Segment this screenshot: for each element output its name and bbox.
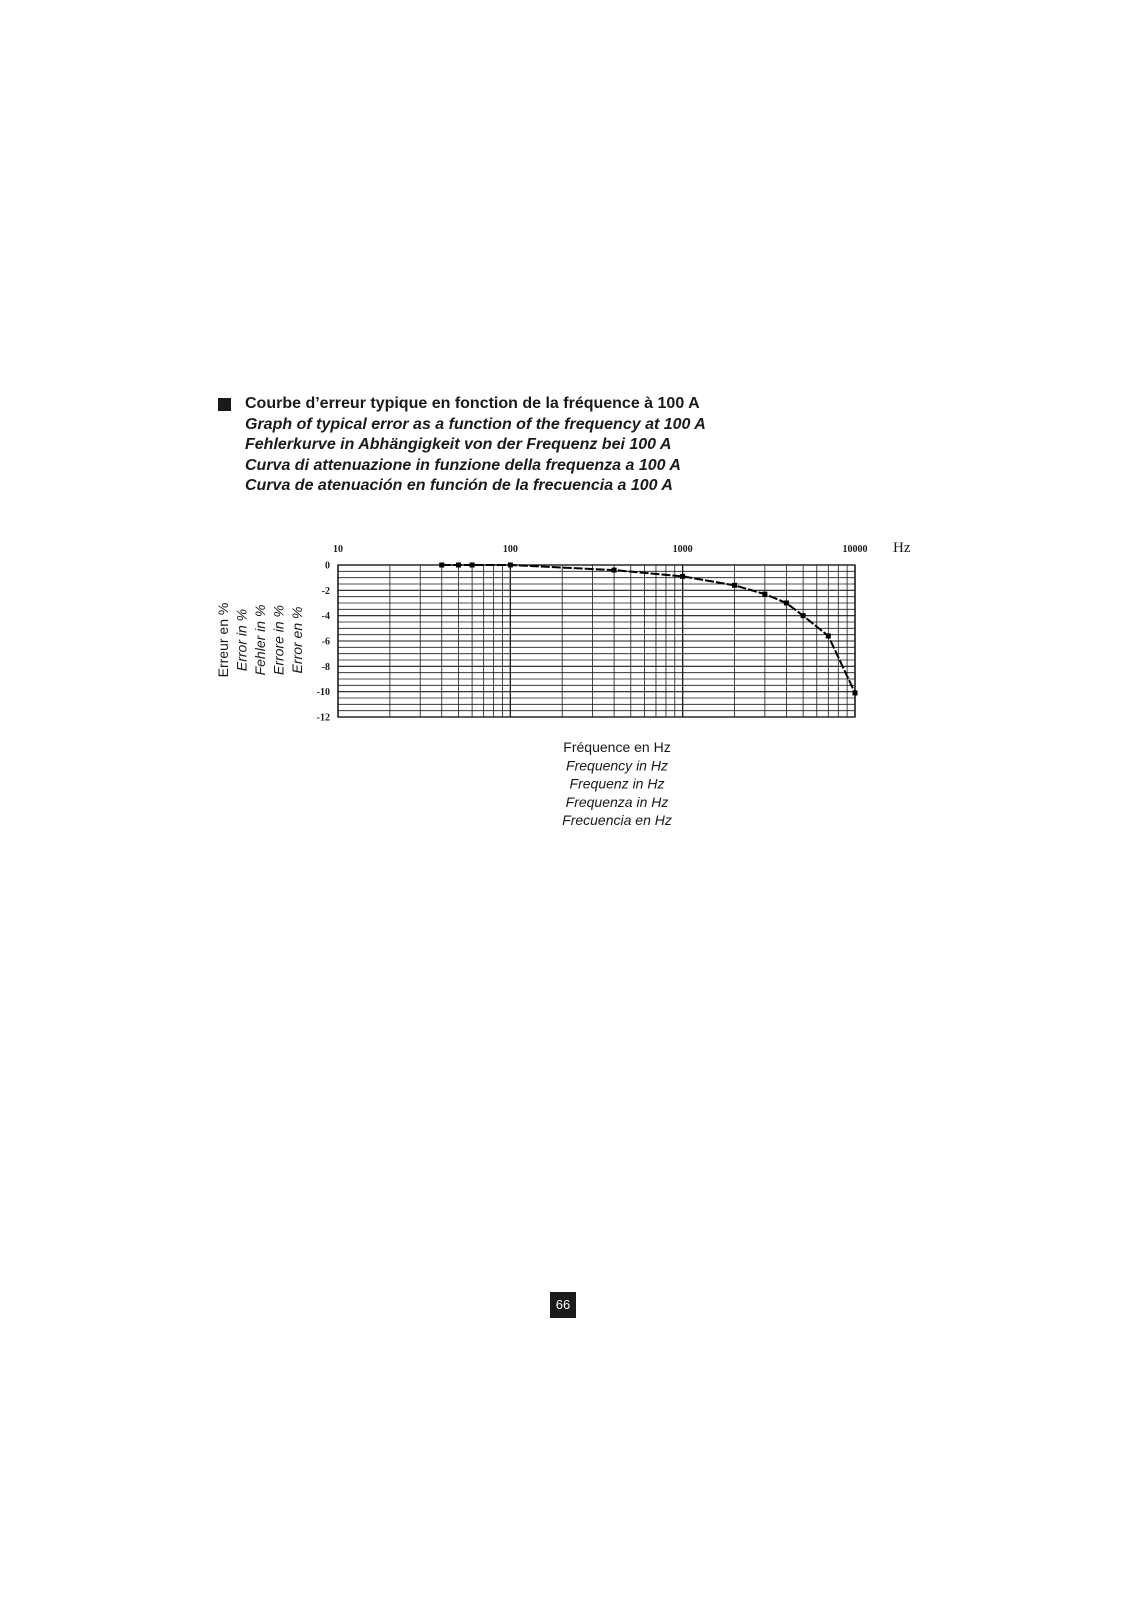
data-point <box>456 563 461 568</box>
x-tick-label: 10 <box>333 544 343 555</box>
x-unit-label: Hz <box>893 540 911 556</box>
page-number: 66 <box>550 1292 576 1318</box>
data-point <box>439 563 444 568</box>
title-de: Fehlerkurve in Abhängigkeit von der Frequenz bei 100 A <box>245 436 672 453</box>
data-point <box>470 563 475 568</box>
y-tick-label: -6 <box>321 636 330 648</box>
data-point <box>508 563 513 568</box>
y-axis-label: Error en % <box>289 606 305 674</box>
y-axis-label: Errore in % <box>270 604 287 676</box>
y-tick-label: -8 <box>321 661 330 673</box>
title-es: Curva de atenuación en función de la frecuencia a 100 A <box>245 477 673 494</box>
title-it: Curva di attenuazione in funzione della frequenza a 100 A <box>245 456 681 474</box>
y-tick-label: -10 <box>316 687 330 699</box>
x-tick-label: 100 <box>502 544 518 555</box>
x-tick-label: 1000 <box>672 544 693 555</box>
y-tick-label: -2 <box>321 585 330 597</box>
y-axis-label: Error in % <box>233 608 250 672</box>
data-point <box>612 568 617 573</box>
x-tick-label: 10000 <box>842 544 868 555</box>
data-point <box>853 690 858 695</box>
y-tick-label: -4 <box>321 611 330 623</box>
x-axis-label: Frecuencia en Hz <box>562 812 672 829</box>
y-tick-label: 0 <box>325 560 330 572</box>
x-axis-label: Fréquence en Hz <box>563 739 671 755</box>
data-point <box>732 583 737 588</box>
y-axis-label: Fehler in % <box>252 604 268 676</box>
x-axis-label: Frequency in Hz <box>566 757 668 774</box>
y-axis-label: Erreur en % <box>215 602 231 678</box>
title-fr: Courbe d’erreur typique en fonction de la fréquence à 100 A <box>245 395 700 412</box>
data-point <box>801 613 806 618</box>
x-axis-label: Frequenz in Hz <box>569 775 665 792</box>
title-en: Graph of typical error as a function of the frequency at 100 A <box>245 415 706 433</box>
data-point <box>826 633 831 638</box>
data-point <box>680 574 685 579</box>
y-tick-label: -12 <box>316 712 330 724</box>
data-point <box>762 592 767 597</box>
data-point <box>784 601 789 606</box>
x-axis-label: Frequenza in Hz <box>565 793 669 810</box>
